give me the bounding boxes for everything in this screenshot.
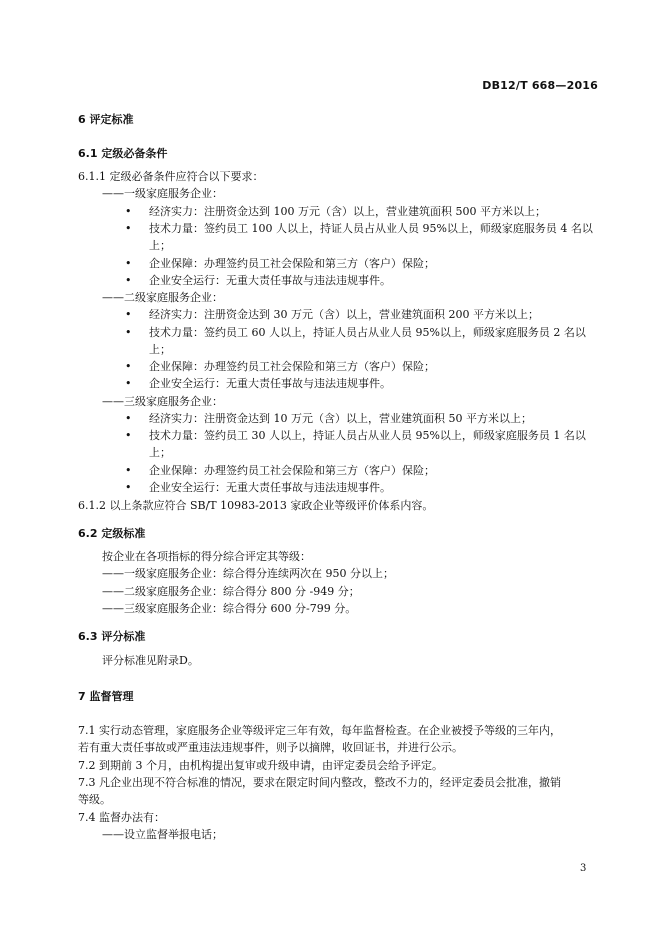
section-6-2-heading: 6.2 定级标准: [78, 527, 146, 540]
bullet-icon: •: [125, 377, 132, 390]
section-6-3-text: 评分标准见附录D。: [102, 654, 199, 667]
bullet-icon: •: [125, 308, 132, 321]
list-item: • 企业安全运行：无重大责任事故与违法违规事件。: [125, 274, 391, 287]
clause-6-1-1: 6.1.1 定级必备条件应符合以下要求：: [78, 170, 264, 183]
list-item: • 企业保障：办理签约员工社会保险和第三方（客户）保险；: [125, 464, 435, 477]
clause-7-2: 7.2 到期前 3 个月，由机构提出复审或升级申请，由评定委员会给予评定。: [78, 759, 443, 772]
grade-2-label: ——二级家庭服务企业：: [102, 291, 223, 304]
section-6-heading: 6 评定标准: [78, 113, 134, 126]
grade-score-line: ——一级家庭服务企业：综合得分连续两次在 950 分以上；: [102, 567, 394, 580]
list-item: • 经济实力：注册资金达到 100 万元（含）以上，营业建筑面积 500 平方米以上；: [125, 205, 546, 218]
bullet-icon: •: [125, 481, 132, 494]
bullet-icon: •: [125, 464, 132, 477]
clause-7-4: 7.4 监督办法有：: [78, 811, 165, 824]
section-6-1-heading: 6.1 定级必备条件: [78, 147, 168, 160]
grade-3-label: ——三级家庭服务企业：: [102, 395, 223, 408]
section-6-3-heading: 6.3 评分标准: [78, 630, 146, 643]
grade-score-line: ——二级家庭服务企业：综合得分 800 分 -949 分；: [102, 585, 360, 598]
grade-score-line: ——三级家庭服务企业：综合得分 600 分-799 分。: [102, 602, 357, 615]
bullet-icon: •: [125, 429, 132, 442]
clause-7-4-item: ——设立监督举报电话；: [102, 828, 223, 841]
bullet-icon: •: [125, 326, 132, 339]
document-code: DB12/T 668—2016: [482, 79, 598, 92]
list-item: • 技术力量：签约员工 100 人以上，持证人员占从业人员 95%以上，师级家庭服务员 4 名以上；: [125, 222, 593, 252]
list-item: • 企业保障：办理签约员工社会保险和第三方（客户）保险；: [125, 360, 435, 373]
list-item: • 企业安全运行：无重大责任事故与违法违规事件。: [125, 481, 391, 494]
list-item: • 企业安全运行：无重大责任事故与违法违规事件。: [125, 377, 391, 390]
clause-7-3-line-2: 等级。: [78, 793, 111, 806]
list-item: • 技术力量：签约员工 30 人以上，持证人员占从业人员 95%以上，师级家庭服务员 1 名以上；: [125, 429, 586, 459]
list-item: • 经济实力：注册资金达到 30 万元（含）以上，营业建筑面积 200 平方米以上；: [125, 308, 539, 321]
clause-7-1-line-2: 若有重大责任事故或严重违法违规事件，则予以摘牌，收回证书，并进行公示。: [78, 741, 463, 754]
bullet-icon: •: [125, 257, 132, 270]
clause-6-1-2: 6.1.2 以上条款应符合 SB/T 10983-2013 家政企业等级评价体系内容。: [78, 499, 434, 512]
list-item: • 技术力量：签约员工 60 人以上，持证人员占从业人员 95%以上，师级家庭服务员 2 名以上；: [125, 326, 586, 356]
bullet-icon: •: [125, 205, 132, 218]
bullet-icon: •: [125, 274, 132, 287]
bullet-icon: •: [125, 412, 132, 425]
bullet-icon: •: [125, 360, 132, 373]
clause-7-3-line-1: 7.3 凡企业出现不符合标准的情况，要求在限定时间内整改，整改不力的，经评定委员会批准，撤销: [78, 776, 561, 789]
page-number: 3: [580, 863, 587, 874]
list-item: • 企业保障：办理签约员工社会保险和第三方（客户）保险；: [125, 257, 435, 270]
section-7-heading: 7 监督管理: [78, 690, 134, 703]
list-item: • 经济实力：注册资金达到 10 万元（含）以上，营业建筑面积 50 平方米以上；: [125, 412, 532, 425]
section-6-2-intro: 按企业在各项指标的得分综合评定其等级：: [102, 550, 311, 563]
grade-1-label: ——一级家庭服务企业：: [102, 187, 223, 200]
bullet-icon: •: [125, 222, 132, 235]
clause-7-1-line-1: 7.1 实行动态管理，家庭服务企业等级评定三年有效，每年监督检查。在企业被授予等级的三年内，: [78, 724, 561, 737]
